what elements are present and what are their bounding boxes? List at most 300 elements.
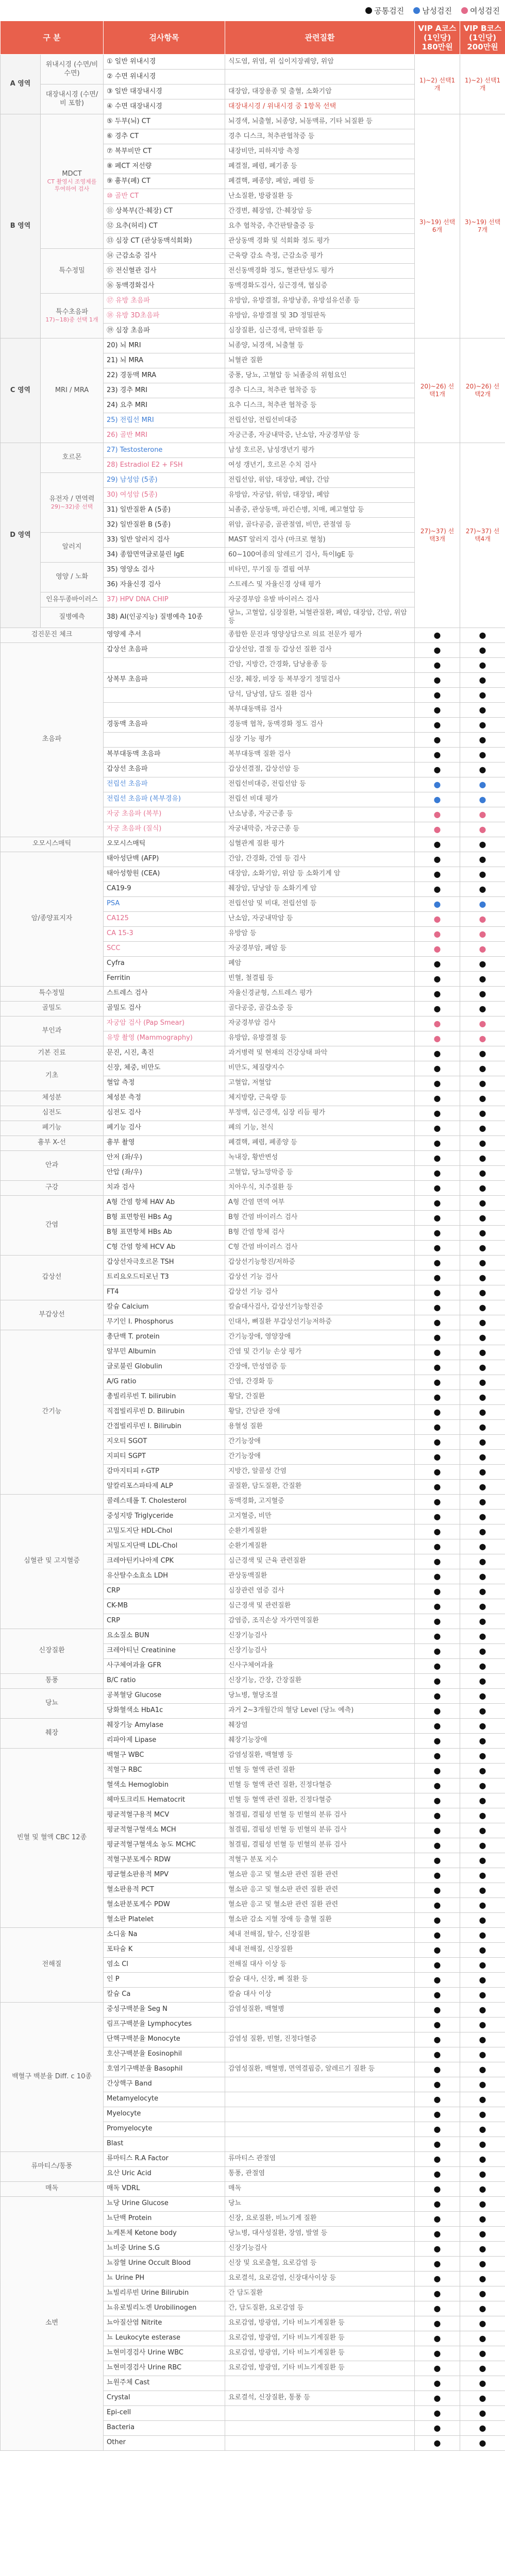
exam-description: 여성 갱년기, 호르몬 수치 검사 [225,458,415,473]
vip-b-included-icon: ● [460,2331,505,2346]
exam-description: 골다공증, 골감소증 등 [225,1001,415,1016]
vip-b-included-icon: ● [460,1688,505,1703]
vip-b-included-icon: ● [460,2346,505,2361]
vip-a-included-icon: ● [415,837,460,852]
vip-a-included-icon: ● [415,717,460,732]
group-label: 심혈관 및 고지혈증 [1,1494,104,1629]
vip-a-included-icon: ● [415,1479,460,1494]
exam-description [225,2420,415,2435]
vip-b-included-icon: ● [460,2062,505,2077]
vip-a-included-icon: ● [415,657,460,672]
exam-description: 당뇨병, 혈당조절 [225,1688,415,1703]
vip-a-included-icon: ● [415,1584,460,1599]
exam-name: Epi-cell [104,2405,225,2420]
vip-a-included-icon: ● [415,1449,460,1464]
exam-description: 대장내시경 / 위내시경 중 1항목 선택 [225,99,415,114]
group-name: MDCT [62,170,82,178]
group-label [41,443,104,473]
exam-description: 자궁근종, 자궁내막증, 난소암, 자궁경부암 등 [225,428,415,443]
vip-b-included-icon: ● [460,1927,505,1942]
exam-description: 당뇨병, 대사성질환, 장염, 발열 등 [225,2226,415,2241]
vip-b-included-icon: ● [460,1972,505,1987]
exam-name: 혈소판분포계수 PDW [104,1897,225,1912]
vip-b-included-icon: ● [460,2032,505,2047]
vip-a-included-icon: ● [415,777,460,792]
table-row [1,1300,505,1315]
exam-name: ⑦ 복부비만 CT [104,144,225,159]
vip-b-included-icon: ● [460,986,505,1001]
vip-a-included-icon: ● [415,2077,460,2092]
vip-b-included-icon: ● [460,1584,505,1599]
table-row [1,1150,505,1165]
exam-name: 29) 남성암 (5종) [104,473,225,488]
exam-description: 요로감염, 방광염, 기타 비뇨기계질환 등 [225,2346,415,2361]
vip-b-included-icon: ● [460,1121,505,1136]
exam-name: 뇨 Urine PH [104,2271,225,2286]
exam-description: 혈소판 응고 및 혈소판 관련 질환 관련 [225,1897,415,1912]
section-label: B 영역 [1,114,41,338]
vip-b-included-icon: ● [460,2435,505,2450]
exam-name: 갑상선 초음파 [104,642,225,657]
exam-description: 간염 및 간기능 손상 평가 [225,1345,415,1360]
exam-name: CA19-9 [104,882,225,896]
vip-b-included-icon: ● [460,1987,505,2002]
vip-b-included-icon: ● [460,1614,505,1629]
exam-name: 호염기구백분율 Basophil [104,2062,225,2077]
vip-b-included-icon: ● [460,1629,505,1643]
vip-b-included-icon: ● [460,1673,505,1688]
vip-b-included-icon: ● [460,1091,505,1106]
vip-a-included-icon: ● [415,1912,460,1927]
exam-description: 당뇨 [225,2196,415,2211]
vip-a-included-icon: ● [415,1180,460,1195]
exam-name: 크레아티닌 Creatinine [104,1643,225,1658]
vip-b-included-icon: ● [460,2137,505,2151]
group-label: 통풍 [1,1673,104,1688]
exam-description: 전립선비대증, 전립선암 등 [225,777,415,792]
exam-description: 심장 기능 평가 [225,732,415,747]
group-name: 알러지 [62,543,82,551]
vip-b-included-icon: ● [460,956,505,971]
legend-dot-icon [461,7,468,14]
exam-description: 황달, 간담관 장애 [225,1404,415,1419]
vip-a-included-icon: ● [415,1494,460,1509]
exam-description: 전해질 대사 이상 등 [225,1957,415,1972]
group-label [41,84,104,114]
table-row [1,1330,505,1345]
vip-b-included-icon: ● [460,1793,505,1808]
vip-b-included-icon: ● [460,2420,505,2435]
exam-name: 38) AI(인공지능) 질병예측 10종 [104,607,225,628]
vip-b-included-icon: ● [460,1375,505,1389]
vip-b-included-icon: ● [460,2196,505,2211]
vip-b-included-icon: ● [460,1838,505,1853]
exam-description: 혈소판 감소 지혈 장애 등 출혈 질환 [225,1912,415,1927]
exam-name: 류마티스 R.A Factor [104,2151,225,2166]
group-label: 구강 [1,1180,104,1195]
exam-description: 심근경색 및 관련질환 [225,1599,415,1614]
exam-description [225,2077,415,2092]
vip-b-included-icon: ● [460,2391,505,2405]
vip-b-included-icon: ● [460,1404,505,1419]
exam-description: 매독 [225,2181,415,2196]
exam-description: 용혈성 질환 [225,1419,415,1434]
vip-b-included-icon: ● [460,941,505,956]
vip-b-included-icon: ● [460,1479,505,1494]
vip-b-included-icon: ● [460,2361,505,2376]
exam-name: A/G ratio [104,1375,225,1389]
exam-description: 간기능장애, 영양장애 [225,1330,415,1345]
vip-a-included-icon: ● [415,1046,460,1061]
header-vip-b: VIP B코스 (1인당) 200만원 [460,21,505,55]
exam-description: 황달, 간질환 [225,1389,415,1404]
vip-a-included-icon: ● [415,1688,460,1703]
vip-b-included-icon: ● [460,1554,505,1569]
exam-name: 적혈구분포계수 RDW [104,1853,225,1868]
exam-description: 유방암 등 [225,926,415,941]
exam-name: 포타슘 K [104,1942,225,1957]
vip-b-included-icon: ● [460,687,505,702]
exam-description: 갑상선암, 결절 등 갑상선 질환 검사 [225,642,415,657]
table-row [1,986,505,1001]
vip-a-included-icon: ● [415,1987,460,2002]
exam-name: 상복부 초음파 [104,672,225,687]
vip-a-selection: 1)~2) 선택1개 [415,55,460,114]
vip-b-included-icon: ● [460,1240,505,1255]
exam-name [104,657,225,672]
exam-description: 갑상선 기능 검사 [225,1285,415,1300]
exam-description [225,2405,415,2420]
exam-description: 유방암, 유방결절 등 [225,1031,415,1046]
exam-name: 백혈구 WBC [104,1748,225,1763]
exam-description: 요로감염, 방광염, 기타 비뇨기계질환 등 [225,2331,415,2346]
vip-b-included-icon: ● [460,2226,505,2241]
exam-description: 대장암, 대장용종 및 출혈, 소화기암 [225,84,415,99]
vip-a-included-icon: ● [415,1345,460,1360]
exam-description: B형 간염 바이러스 검사 [225,1210,415,1225]
vip-b-included-icon: ● [460,732,505,747]
group-note: CT 촬영시 조영제를 투여하여 검사 [47,178,97,193]
vip-a-included-icon: ● [415,1972,460,1987]
vip-a-included-icon: ● [415,2062,460,2077]
exam-description: 감염성질환, 백혈병, 면역결핍증, 알레르기 질환 등 [225,2062,415,2077]
group-label: 간기능 [1,1330,104,1494]
exam-name: 혈색소 Hemoglobin [104,1778,225,1793]
vip-a-included-icon: ● [415,1897,460,1912]
exam-description: 유방암, 자궁암, 위암, 대장암, 폐암 [225,488,415,503]
group-label: 췌장 [1,1718,104,1748]
table-row [1,1091,505,1106]
group-name: 영양 / 노화 [56,573,88,581]
group-label: 안과 [1,1150,104,1180]
vip-b-included-icon: ● [460,2211,505,2226]
exam-description: 신장, 요로질환, 비뇨기계 질환 [225,2211,415,2226]
vip-a-included-icon: ● [415,896,460,911]
exam-name: 췌장기능 Amylase [104,1718,225,1733]
vip-a-included-icon: ● [415,1240,460,1255]
group-label: 초음파 [1,642,104,837]
exam-description [225,2092,415,2107]
exam-description: 감염성질환, 백혈병 [225,2002,415,2017]
vip-a-included-icon: ● [415,1643,460,1658]
exam-description: 고혈압, 저혈압 [225,1076,415,1091]
group-label [41,533,104,563]
section-label: D 영역 [1,443,41,628]
vip-a-included-icon: ● [415,1509,460,1524]
table-row [1,628,505,642]
exam-name: 간접빌리루빈 I. Bilirubin [104,1419,225,1434]
exam-description: 신장 및 요로출혈, 요로감염 등 [225,2256,415,2271]
vip-a-included-icon: ● [415,852,460,867]
vip-a-included-icon: ● [415,822,460,837]
vip-b-included-icon: ● [460,2077,505,2092]
table-row [1,2181,505,2196]
vip-b-included-icon: ● [460,1643,505,1658]
exam-description: 폐결핵, 폐렴, 폐종양 등 [225,1136,415,1150]
vip-b-included-icon: ● [460,1001,505,1016]
exam-description: 비만도, 체질량지수 [225,1061,415,1076]
exam-description: 관상동맥 경화 및 석회화 정도 평가 [225,234,415,249]
vip-a-included-icon: ● [415,1733,460,1748]
exam-name: ⑤ 두부(뇌) CT [104,114,225,129]
table-row [1,114,505,129]
vip-b-included-icon: ● [460,1419,505,1434]
exam-name: 헤마토크리트 Hematocrit [104,1793,225,1808]
vip-a-included-icon: ● [415,2271,460,2286]
group-label: 폐기능 [1,1121,104,1136]
exam-name: ⑬ 심장 CT (관상동맥석회화) [104,234,225,249]
exam-description [225,70,415,84]
vip-a-included-icon: ● [415,1091,460,1106]
group-label: 매독 [1,2181,104,2196]
vip-a-included-icon: ● [415,1853,460,1868]
exam-name: 체성분 측정 [104,1091,225,1106]
exam-name: 저밀도지단백 LDL-Chol [104,1539,225,1554]
exam-description: 과거 2~3개월간의 혈당 Level (당뇨 예측) [225,1703,415,1718]
vip-a-included-icon: ● [415,1031,460,1046]
exam-name: 총단백 T. protein [104,1330,225,1345]
header-desc: 관련질환 [225,21,415,55]
vip-a-included-icon: ● [415,1554,460,1569]
exam-name: 알부민 Albumin [104,1345,225,1360]
vip-a-selection: 20)~26) 선택1개 [415,338,460,443]
vip-b-included-icon: ● [460,672,505,687]
vip-b-included-icon: ● [460,2092,505,2107]
vip-b-included-icon: ● [460,2047,505,2062]
vip-b-included-icon: ● [460,1165,505,1180]
header-category: 구 분 [1,21,104,55]
exam-name: ⑪ 상복부(간·췌장) CT [104,204,225,219]
vip-a-included-icon: ● [415,2122,460,2137]
exam-name: ③ 일반 대장내시경 [104,84,225,99]
vip-b-included-icon: ● [460,2256,505,2271]
exam-name: 태아성단백 (AFP) [104,852,225,867]
vip-a-included-icon: ● [415,2032,460,2047]
exam-description: 췌장염 [225,1718,415,1733]
exam-description: 신장기능검사 [225,2241,415,2256]
exam-name: 호산구백분율 Eosinophil [104,2047,225,2062]
exam-description: 고지혈증, 비만 [225,1509,415,1524]
vip-a-included-icon: ● [415,1330,460,1345]
exam-name: 지오티 SGOT [104,1434,225,1449]
vip-b-included-icon: ● [460,2376,505,2391]
vip-b-included-icon: ● [460,2241,505,2256]
table-row [1,1121,505,1136]
exam-description: 경동맥 협착, 동맥경화 정도 검사 [225,717,415,732]
exam-name: B/C ratio [104,1673,225,1688]
exam-name: 당화혈색소 HbA1c [104,1703,225,1718]
group-label: 빈혈 및 혈액 CBC 12종 [1,1748,104,1927]
group-label [41,114,104,249]
exam-description: 심장질환, 심근경색, 판막질환 등 [225,324,415,338]
table-row [1,1673,505,1688]
exam-name: Blast [104,2137,225,2151]
vip-b-included-icon: ● [460,2151,505,2166]
vip-a-included-icon: ● [415,2241,460,2256]
vip-a-included-icon: ● [415,2420,460,2435]
vip-a-included-icon: ● [415,1629,460,1643]
vip-b-included-icon: ● [460,852,505,867]
exam-name: CRP [104,1584,225,1599]
exam-description: 비타민, 무기질 등 결핍 여부 [225,563,415,578]
vip-b-included-icon: ● [460,2122,505,2137]
vip-a-included-icon: ● [415,2211,460,2226]
exam-description: 빈혈 등 혈액 관련 질환, 진정다혈증 [225,1793,415,1808]
exam-description: 유방암, 유방결절, 유방낭종, 유방섬유선종 등 [225,294,415,309]
vip-b-included-icon: ● [460,1061,505,1076]
group-label [41,294,104,338]
vip-a-included-icon: ● [415,1838,460,1853]
vip-a-included-icon: ● [415,2391,460,2405]
exam-description: 간 담도질환 [225,2286,415,2301]
vip-a-included-icon: ● [415,1001,460,1016]
vip-a-included-icon: ● [415,867,460,882]
vip-a-included-icon: ● [415,1360,460,1375]
exam-name: FT4 [104,1285,225,1300]
vip-b-selection: 20)~26) 선택2개 [460,338,505,443]
vip-a-included-icon: ● [415,747,460,762]
exam-name: 치과 검사 [104,1180,225,1195]
exam-name: Crystal [104,2391,225,2405]
exam-name: 크레아틴키나아제 CPK [104,1554,225,1569]
exam-description: 간기능장애 [225,1449,415,1464]
exam-description: 폐결절, 폐렴, 폐기종 등 [225,159,415,174]
table-row [1,1927,505,1942]
exam-description: 위암, 골다공증, 골관절염, 비만, 관절염 등 [225,518,415,533]
vip-a-selection: 3)~19) 선택6개 [415,114,460,338]
vip-a-included-icon: ● [415,1658,460,1673]
vip-a-included-icon: ● [415,986,460,1001]
exam-name: 적혈구 RBC [104,1763,225,1778]
exam-name: 고밀도지단 HDL-Chol [104,1524,225,1539]
vip-a-included-icon: ● [415,2107,460,2122]
vip-b-included-icon: ● [460,2181,505,2196]
vip-a-included-icon: ● [415,2181,460,2196]
vip-b-included-icon: ● [460,1330,505,1345]
table-row [1,1195,505,1210]
exam-description: 당뇨, 고혈압, 심장질환, 뇌혈관질환, 폐암, 대장암, 간암, 위암 등 [225,607,415,628]
vip-a-included-icon: ● [415,926,460,941]
exam-description: A형 간염 면역 여부 [225,1195,415,1210]
exam-name: 28) Estradiol E2 + FSH [104,458,225,473]
vip-b-included-icon: ● [460,896,505,911]
exam-description: 간염, 간경화 등 [225,1375,415,1389]
group-label: 부갑상선 [1,1300,104,1330]
exam-description [225,2376,415,2391]
vip-b-included-icon: ● [460,1718,505,1733]
vip-a-included-icon: ● [415,2092,460,2107]
vip-a-included-icon: ● [415,1165,460,1180]
legend-label: 공통검진 [374,6,405,15]
exam-name: 리파아제 Lipase [104,1733,225,1748]
exam-name: 뇨당 Urine Glucose [104,2196,225,2211]
vip-a-included-icon: ● [415,2137,460,2151]
exam-description: 자궁경부암 검사 [225,1016,415,1031]
exam-name: 알칼리포스파타제 ALP [104,1479,225,1494]
exam-name: 평균혈소판용적 MPV [104,1868,225,1883]
exam-description: 경추 디스크, 척추관 협착증 등 [225,383,415,398]
exam-description: 뇌경색, 뇌출혈, 뇌종양, 뇌동맥류, 기타 뇌질환 등 [225,114,415,129]
exam-description: 요로결석, 요로감염, 신장대사이상 등 [225,2271,415,2286]
exam-description: 신사구체여과율 [225,1658,415,1673]
exam-name: 림프구백분율 Lymphocytes [104,2017,225,2032]
vip-a-included-icon: ● [415,2256,460,2271]
exam-description: 자궁내막증, 자궁근종 등 [225,822,415,837]
exam-description: 췌장암, 담낭암 등 소화기계 암 [225,882,415,896]
exam-description: 요추 디스크, 척추관 협착증 등 [225,398,415,413]
vip-b-included-icon: ● [460,1853,505,1868]
group-label [41,592,104,607]
exam-description: 자궁경부암, 폐암 등 [225,941,415,956]
group-label: 검진문진 체크 [1,628,104,642]
exam-description: C형 간염 바이러스 검사 [225,1240,415,1255]
vip-a-included-icon: ● [415,792,460,807]
exam-name: ⑩ 골반 CT [104,189,225,204]
exam-name: 유방 촬영 (Mammography) [104,1031,225,1046]
legend [0,0,505,21]
vip-b-included-icon: ● [460,642,505,657]
vip-a-included-icon: ● [415,1150,460,1165]
exam-name: 갑상선 초음파 [104,762,225,777]
group-name: 질병예측 [59,613,85,621]
exam-description: B형 간염 항체 검사 [225,1225,415,1240]
exam-name: CA125 [104,911,225,926]
vip-b-included-icon: ● [460,762,505,777]
vip-a-included-icon: ● [415,687,460,702]
exam-description: 요추 협착증, 추간판탈출증 등 [225,219,415,234]
exam-name: 오모시스매틱 [104,837,225,852]
exam-name: 염소 Cl [104,1957,225,1972]
vip-b-selection: 27)~37) 선택4개 [460,443,505,628]
group-label [41,563,104,592]
vip-b-included-icon: ● [460,1136,505,1150]
group-label: 체성분 [1,1091,104,1106]
exam-description: 혈소판 응고 및 혈소판 관련 질환 관련 [225,1883,415,1897]
vip-a-included-icon: ● [415,1285,460,1300]
exam-name: 34) 종합면역글로불린 IgE [104,548,225,563]
vip-a-included-icon: ● [415,2331,460,2346]
header-exam: 검사항목 [104,21,225,55]
exam-description: 뇌혈관 질환 [225,353,415,368]
table-row [1,2151,505,2166]
vip-b-included-icon: ● [460,1449,505,1464]
table-row [1,1718,505,1733]
exam-description: 중풍, 당뇨, 고혈압 등 뇌졸중의 위험요인 [225,368,415,383]
legend-item [461,5,500,16]
group-label: 간염 [1,1195,104,1255]
exam-name: 24) 요추 MRI [104,398,225,413]
exam-description: 복부대동맥류 검사 [225,702,415,717]
